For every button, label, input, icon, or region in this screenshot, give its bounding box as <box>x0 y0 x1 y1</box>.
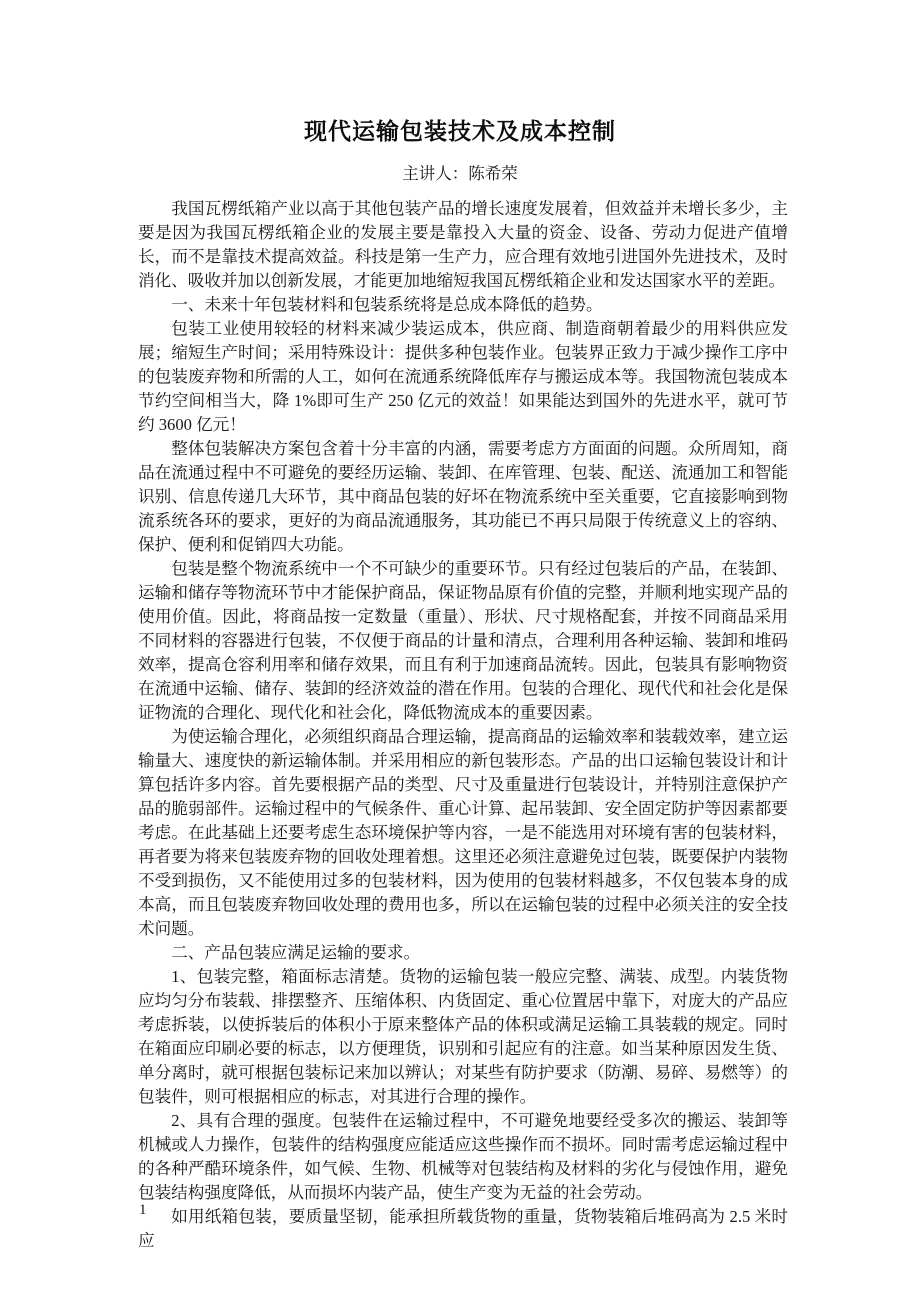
page-number: 1 <box>139 1202 147 1218</box>
paragraph-solution: 整体包装解决方案包含着十分丰富的内涵，需要考虑方方面面的问题。众所周知，商品在流通过程中不可避免的要经历运输、装卸、在库管理、包装、配送、流通加工和智能识别、信息传递几大环节，其中商品包装的好坏在物流系统中至关重要，它直接影响到物流系统各环的要求，更好的为商品流通服务，其功能已不再只局限于传统意义上的容纳、保护、便利和促销四大功能。 <box>138 439 788 554</box>
paragraph-transport: 为使运输合理化，必须组织商品合理运输，提高商品的运输效率和装载效率，建立运输量大、速度快的新运输体制。并采用相应的新包装形态。产品的出口运输包装设计和计算包括许多内容。首先要根据产品的类型、尺寸及重量进行包装设计，并特别注意保护产品的脆弱部件。运输过程中的气候条件、重心计算、起吊装卸、安全固定防护等因素都要考虑。在此基础上还要考虑生态环境保护等内容，一是不能选用对环境有害的包装材料，再者要为将来包装废弃物的回收处理着想。这里还必须注意避免过包装，既要保护内装物不受到损伤，又不能使用过多的包装材料，因为使用的包装材料越多，不仅包装本身的成本高，而且包装废弃物回收处理的费用也多，所以在运输包装的过程中必须关注的安全技术问题。 <box>138 727 788 938</box>
paragraph-item-2: 2、具有合理的强度。包装件在运输过程中，不可避免地要经受多次的搬运、装卸等机械或人力操作，包装件的结构强度应能适应这些操作而不损坏。同时需考虑运输过程中的各种严酷环境条件，如气候、生物、机械等对包装结构及材料的劣化与侵蚀作用，避免包装结构强度降低，从而损坏内装产品，使生产变为无益的社会劳动。 <box>138 1111 788 1202</box>
paragraph-logistics: 包装是整个物流系统中一个不可缺少的重要环节。只有经过包装后的产品，在装卸、运输和储存等物流环节中才能保护商品，保证物品原有价值的完整，并顺利地实现产品的使用价值。因此，将商品按一定数量（重量）、形状、尺寸规格配套，并按不同商品采用不同材料的容器进行包装，不仅便于商品的计量和清点，合理利用各种运输、装卸和堆码效率，提高仓容利用率和储存效果，而且有利于加速商品流转。因此，包装具有影响物资在流通中运输、储存、装卸的经济效益的潜在作用。包装的合理化、现代代和社会化是保证物流的合理化、现代化和社会化，降低物流成本的重要因素。 <box>138 559 788 722</box>
speaker-byline: 主讲人：陈希荣 <box>402 164 518 183</box>
heading-section-1: 一、未来十年包装材料和包装系统将是总成本降低的趋势。 <box>171 295 603 314</box>
paragraph-cost-saving: 包装工业使用较轻的材料来减少装运成本，供应商、制造商朝着最少的用料供应发展；缩短生产时间；采用特殊设计：提供多种包装作业。包装界正致力于减少操作工序中的包装废弃物和所需的人工，如何在流通系统降低库存与搬运成本等。我国物流包装成本节约空间相当大，降 1%即可生产 250 亿元的效益！如果能达到国外的先进水平，就可节约 3600 亿元！ <box>138 319 788 434</box>
paragraph-carton: 如用纸箱包装，要质量坚韧，能承担所载货物的重量，货物装箱后堆码高为 2.5 米时应 <box>138 1207 788 1250</box>
heading-section-2: 二、产品包装应满足运输的要求。 <box>171 943 421 962</box>
document-title: 现代运输包装技术及成本控制 <box>304 119 616 144</box>
paragraph-intro: 我国瓦楞纸箱产业以高于其他包装产品的增长速度发展着，但效益并未增长多少，主要是因为我国瓦楞纸箱企业的发展主要是靠投入大量的资金、设备、劳动力促进产值增长，而不是靠技术提高效益。科技是第一生产力，应合理有效地引进国外先进技术，及时消化、吸收并加以创新发展，才能更加地缩短我国瓦楞纸箱企业和发达国家水平的差距。 <box>138 199 788 290</box>
paragraph-item-1: 1、包装完整，箱面标志清楚。货物的运输包装一般应完整、满装、成型。内装货物应均匀分布装载、排摆整齐、压缩体积、内货固定、重心位置居中靠下，对庞大的产品应考虑拆装，以使拆装后的体积小于原来整体产品的体积或满足运输工具装载的规定。同时在箱面应印刷必要的标志，以方便理货，识别和引起应有的注意。如当某种原因发生货、单分离时，就可根据包装标记来加以辨认；对某些有防护要求（防潮、易碎、易燃等）的包装件，则可根据相应的标志，对其进行合理的操作。 <box>138 967 788 1106</box>
document-body <box>138 197 788 1253</box>
